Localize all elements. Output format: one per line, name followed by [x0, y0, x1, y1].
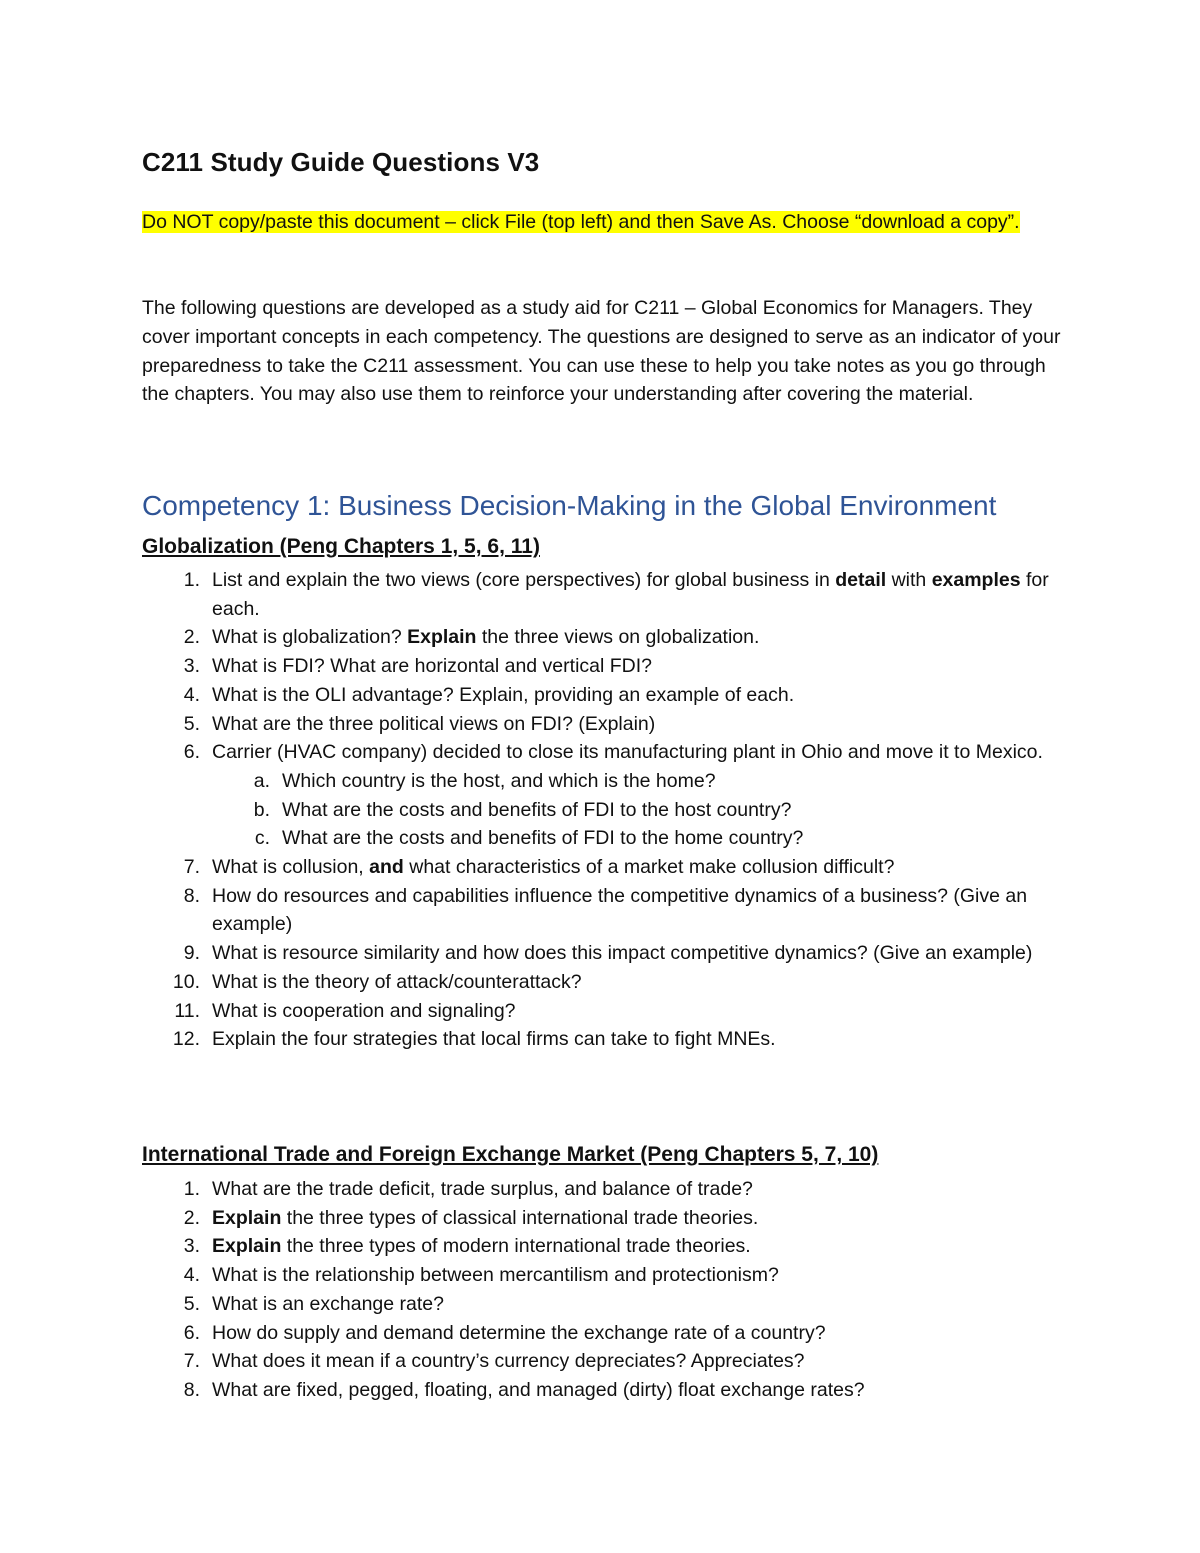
item-number: 1. — [183, 569, 200, 591]
section-heading-globalization: Globalization (Peng Chapters 1, 5, 6, 11) — [142, 535, 540, 558]
sub-list-item — [212, 824, 1062, 853]
highlighted-warning — [142, 208, 1062, 237]
sub-item-text: What are the costs and benefits of FDI to the host country? — [282, 798, 792, 821]
item-bold-text: Explain — [407, 626, 477, 649]
item-text: List and explain the two views (core perspectives) for global business in — [212, 569, 836, 591]
item-number: 12. — [172, 1028, 200, 1051]
sub-item-text: Which country is the host, and which is the home? — [282, 769, 716, 792]
list-item — [142, 623, 1062, 652]
item-number: 6. — [183, 741, 200, 764]
item-text: How do supply and demand determine the exchange rate of a country? — [212, 1321, 826, 1344]
item-text: the three views on globalization. — [476, 626, 760, 649]
item-text: What is the relationship between mercantilism and protectionism? — [212, 1264, 779, 1287]
item-bold-text: examples — [931, 569, 1021, 591]
item-text: Carrier (HVAC company) decided to close its manufacturing plant in Ohio and move it to Mexico. — [212, 741, 1043, 764]
item-text: What does it mean if a country’s currency depreciates? Appreciates? — [212, 1350, 805, 1373]
question-list-trade-exchange — [142, 1175, 1062, 1405]
list-item — [142, 939, 1062, 968]
sub-item-letter: c. — [254, 827, 270, 850]
item-number: 1. — [183, 1178, 200, 1200]
item-number: 8. — [183, 884, 200, 907]
item-number: 7. — [183, 856, 200, 879]
item-number: 4. — [183, 683, 200, 706]
competency-heading: Competency 1: Business Decision-Making in the Global Environment — [142, 490, 997, 521]
sub-item-letter: b. — [253, 798, 270, 821]
item-number: 6. — [183, 1321, 200, 1344]
list-item — [142, 882, 1062, 939]
item-text: with — [886, 569, 932, 591]
item-number: 8. — [183, 1378, 200, 1401]
list-item — [142, 1376, 1062, 1405]
item-number: 11. — [174, 999, 200, 1022]
item-number: 5. — [183, 1292, 200, 1315]
item-text: What is resource similarity and how does this impact competitive dynamics? (Give an example) — [212, 942, 1033, 965]
item-number: 5. — [183, 712, 200, 735]
item-number: 7. — [183, 1350, 200, 1373]
list-item — [142, 968, 1062, 997]
item-number: 3. — [183, 655, 200, 678]
item-number: 10. — [172, 970, 200, 993]
intro-paragraph: The following questions are developed as a study aid for C211 – Global Economics for Managers. They cover important concepts in each competency. The questions are designed to serve as an indicator of your preparedness to take the C211 assessment. You can use these to help you take notes as you go through the chapters. You may also use them to reinforce your understanding after covering the material. — [142, 297, 1061, 406]
list-item — [142, 1319, 1062, 1348]
item-number: 2. — [183, 1206, 200, 1229]
item-number: 3. — [183, 1235, 200, 1258]
section-heading-trade-exchange: International Trade and Foreign Exchange Market (Peng Chapters 5, 7, 10) — [142, 1143, 879, 1166]
item-number: 2. — [183, 626, 200, 649]
item-bold-text: and — [369, 856, 404, 879]
item-text: What is FDI? What are horizontal and vertical FDI? — [212, 655, 652, 678]
list-item — [142, 1347, 1062, 1376]
list-item — [142, 710, 1062, 739]
item-number: 9. — [183, 942, 200, 965]
sub-list-item — [212, 767, 1062, 796]
item-text: What is an exchange rate? — [212, 1292, 444, 1315]
item-text: What is collusion, — [212, 856, 370, 879]
list-item — [142, 1290, 1062, 1319]
list-item — [142, 1232, 1062, 1261]
sub-list-item — [212, 796, 1062, 825]
list-item — [142, 1175, 1062, 1204]
warning-text: Do NOT copy/paste this document – click File (top left) and then Save As. Choose “download a copy”. — [142, 211, 1020, 233]
list-item — [142, 681, 1062, 710]
item-bold-text: Explain — [212, 1206, 282, 1229]
list-item — [142, 1204, 1062, 1233]
list-item — [142, 1261, 1062, 1290]
document-title: C211 Study Guide Questions V3 — [142, 147, 540, 177]
item-text: What is globalization? — [212, 626, 408, 649]
question-list-globalization — [142, 566, 1062, 1054]
list-item — [142, 997, 1062, 1026]
item-text: How do resources and capabilities influence the competitive dynamics of a business? (Give an example) — [212, 884, 1028, 936]
item-text: Explain the four strategies that local firms can take to fight MNEs. — [212, 1028, 776, 1051]
sub-item-letter: a. — [253, 769, 270, 792]
list-item — [142, 652, 1062, 681]
item-text: what characteristics of a market make collusion difficult? — [403, 856, 895, 879]
item-number: 4. — [183, 1264, 200, 1287]
list-item — [142, 1025, 1062, 1054]
item-text: What are the three political views on FDI? (Explain) — [212, 712, 656, 735]
item-text: the three types of modern international trade theories. — [281, 1235, 751, 1258]
list-item — [142, 566, 1062, 623]
list-item — [142, 853, 1062, 882]
item-text: What is the OLI advantage? Explain, providing an example of each. — [212, 683, 795, 706]
item-text: What is cooperation and signaling? — [212, 999, 516, 1022]
sub-question-list — [212, 767, 1062, 853]
item-text: What are fixed, pegged, floating, and managed (dirty) float exchange rates? — [212, 1378, 865, 1401]
item-text: What is the theory of attack/counterattack? — [212, 970, 582, 993]
item-text: What are the trade deficit, trade surplus, and balance of trade? — [212, 1178, 753, 1200]
item-text: for each. — [212, 569, 1049, 620]
item-text: the three types of classical international trade theories. — [281, 1206, 759, 1229]
item-bold-text: detail — [835, 569, 887, 591]
list-item — [142, 738, 1062, 853]
sub-item-text: What are the costs and benefits of FDI to the home country? — [282, 827, 804, 850]
item-bold-text: Explain — [212, 1235, 282, 1258]
